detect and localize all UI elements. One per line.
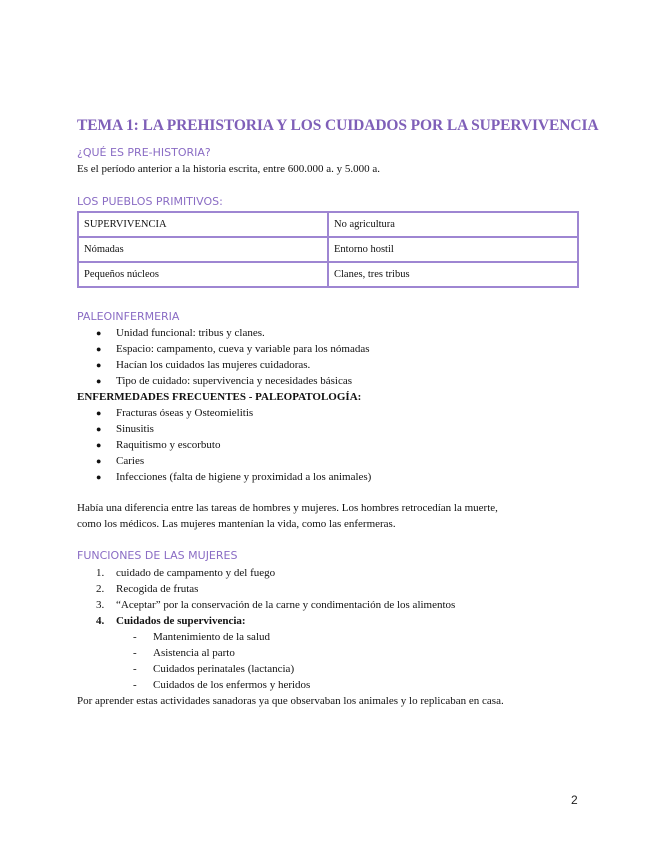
list-item: ● Raquitismo y escorbuto bbox=[96, 439, 221, 451]
list-item: ● Fracturas óseas y Osteomielitis bbox=[96, 407, 254, 419]
paragraph-line-1: Había una diferencia entre las tareas de hombres y mujeres. Los hombres retrocedían la muerte, bbox=[77, 502, 498, 514]
page-title: TEMA 1: LA PREHISTORIA Y LOS CUIDADOS POR LA SUPERVIVENCIA bbox=[77, 117, 599, 134]
bullet-icon: ● bbox=[96, 360, 102, 370]
table-cell: Nómadas bbox=[78, 237, 328, 262]
table-row bbox=[78, 212, 578, 237]
bullet-icon: ● bbox=[96, 328, 102, 338]
list-item: ● Hacían los cuidados las mujeres cuidadoras. bbox=[96, 359, 311, 371]
list-item: 3. “Aceptar” por la conservación de la carne y condimentación de los alimentos bbox=[96, 599, 456, 611]
list-item: 2. Recogida de frutas bbox=[96, 583, 199, 595]
sub-list-item: - Asistencia al parto bbox=[133, 647, 235, 659]
diseases-list bbox=[96, 405, 371, 485]
list-item: ● Infecciones (falta de higiene y proximidad a los animales) bbox=[96, 471, 372, 483]
heading-enfermedades: ENFERMEDADES FRECUENTES - PALEOPATOLOGÍA: bbox=[77, 391, 362, 403]
table-cell: Pequeños núcleos bbox=[78, 262, 328, 287]
closing-paragraph: Por aprender estas actividades sanadoras ya que observaban los animales y lo replicaban en casa. bbox=[77, 695, 504, 707]
heading-funciones-mujeres: FUNCIONES DE LAS MUJERES bbox=[77, 549, 238, 562]
sub-list-item: - Cuidados perinatales (lactancia) bbox=[133, 663, 295, 675]
cuidados-sublist bbox=[133, 629, 310, 693]
table-cell: Clanes, tres tribus bbox=[328, 262, 578, 287]
bullet-icon: ● bbox=[96, 408, 102, 418]
bullet-icon: ● bbox=[96, 440, 102, 450]
list-item: ● Espacio: campamento, cueva y variable para los nómadas bbox=[96, 343, 370, 355]
bullet-icon: ● bbox=[96, 456, 102, 466]
table-cell: No agricultura bbox=[328, 212, 578, 237]
prehistoria-definition: Es el período anterior a la historia escrita, entre 600.000 a. y 5.000 a. bbox=[77, 163, 381, 175]
list-item: 4. Cuidados de supervivencia: bbox=[96, 615, 246, 627]
list-item: 1. cuidado de campamento y del fuego bbox=[96, 567, 276, 579]
table-row bbox=[78, 262, 578, 287]
sub-list-item: - Mantenimiento de la salud bbox=[133, 631, 270, 643]
page-number: 2 bbox=[571, 793, 578, 807]
bullet-icon: ● bbox=[96, 424, 102, 434]
list-item: ● Sinusitis bbox=[96, 423, 154, 435]
bullet-icon: ● bbox=[96, 344, 102, 354]
table-row bbox=[78, 237, 578, 262]
funciones-list bbox=[96, 565, 455, 629]
bullet-icon: ● bbox=[96, 376, 102, 386]
heading-paleoinfermeria: PALEOINFERMERIA bbox=[77, 310, 180, 323]
heading-que-es-prehistoria: ¿QUÉ ES PRE-HISTORIA? bbox=[77, 146, 211, 159]
paleo-list bbox=[96, 325, 370, 389]
dash-icon: - bbox=[133, 631, 137, 643]
paragraph-line-2: como los médicos. Las mujeres mantenían la vida, como las enfermeras. bbox=[77, 518, 396, 530]
list-item: ● Unidad funcional: tribus y clanes. bbox=[96, 327, 265, 339]
table-cell: SUPERVIVENCIA bbox=[78, 212, 328, 237]
bullet-icon: ● bbox=[96, 472, 102, 482]
table-cell: Entorno hostil bbox=[328, 237, 578, 262]
list-item: ● Caries bbox=[96, 455, 145, 467]
heading-pueblos-primitivos: LOS PUEBLOS PRIMITIVOS: bbox=[77, 195, 223, 208]
dash-icon: - bbox=[133, 663, 137, 675]
pueblos-table bbox=[77, 211, 579, 288]
dash-icon: - bbox=[133, 679, 137, 691]
list-item: ● Tipo de cuidado: supervivencia y necesidades básicas bbox=[96, 375, 353, 387]
dash-icon: - bbox=[133, 647, 137, 659]
sub-list-item: - Cuidados de los enfermos y heridos bbox=[133, 679, 311, 691]
